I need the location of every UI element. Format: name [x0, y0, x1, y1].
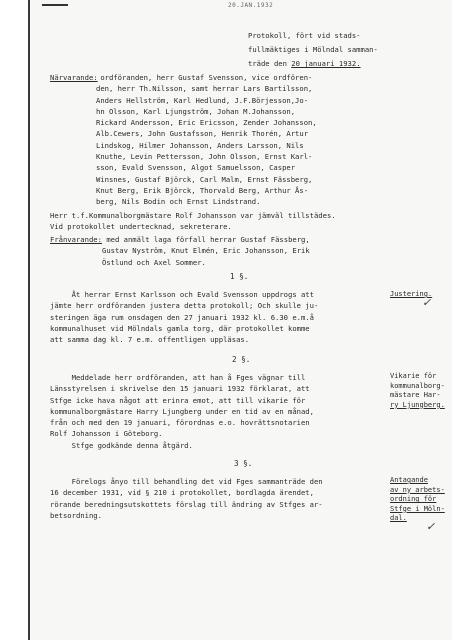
section-3-line: betsordning.: [50, 510, 102, 520]
absent-line: med anmält laga förfall herrar Gustaf Fässberg,: [102, 235, 310, 244]
section-2-line: Stfge godkände denna åtgärd.: [50, 440, 193, 450]
margin-note-line: mästare Har-: [390, 391, 441, 400]
section-1-text: [50, 289, 318, 345]
present-extra-line: Herr t.f.Kommunalborgmästare Rolf Johansson var jämväl tillstädes.: [50, 211, 336, 220]
section-1-line: steringen äga rum onsdagen den 27 januari 1932 kl. 6.30 e.m.å: [50, 312, 314, 322]
check-mark-icon: ✓: [426, 520, 436, 533]
margin-note-line: Antagande: [390, 476, 428, 484]
present-line: Winsnes, Gustaf Björck, Carl Malm, Ernst Fässberg,: [96, 174, 313, 184]
absent-list: [102, 234, 310, 268]
present-line: ordföranden, herr Gustaf Svensson, vice ordfören-: [96, 73, 313, 82]
present-line: Rickard Andersson, Eric Ericsson, Zender Johansson,: [96, 118, 317, 128]
header-line-2: fullmäktiges i Mölndal samman-: [248, 45, 378, 55]
section-3-text: [50, 476, 323, 521]
section-3-line: rörande beredningsutskottets förslag till ändring av Stfges ar-: [50, 499, 323, 509]
present-line: berg, Nils Bodin och Ernst Lindstrand.: [96, 197, 261, 207]
section-1-line: att samma dag kl. 7 e.m. offentligen uppläsas.: [50, 335, 250, 345]
section-3-line: 16 december 1931, vid § 210 i protokollet, bordlagda ärendet,: [50, 488, 314, 498]
margin-note-line: kommunalborg-: [390, 381, 445, 390]
section-3-heading: 3 §.: [234, 459, 253, 468]
absent-label: Frånvarande:: [50, 235, 102, 244]
absent-line: Östlund och Axel Sommer.: [102, 257, 206, 267]
present-line: Anders Hellström, Karl Hedlund, J.F.Börjesson,Jo-: [96, 95, 309, 105]
present-list: [96, 72, 317, 208]
margin-note-line: Vikarie för: [390, 372, 437, 380]
absent-line: Gustav Nyström, Knut Elmén, Eric Johansson, Erik: [102, 246, 310, 256]
check-mark-icon: ✓: [422, 296, 432, 309]
section-1-heading: 1 §.: [230, 272, 249, 281]
present-line: Knut Berg, Erik Björck, Thorvald Berg, Arthur Ås-: [96, 185, 309, 195]
margin-note-line: ordning för: [390, 495, 437, 504]
section-1-line: Åt herrar Ernst Karlsson och Evald Svensson uppdrogs att: [50, 290, 314, 299]
header-line-1: Protokoll, fört vid stads-: [248, 31, 361, 40]
margin-note-line: ry Ljungberg.: [390, 400, 445, 409]
section-3-margin-note: [390, 476, 445, 524]
present-label: Närvarande:: [50, 73, 98, 82]
section-1-line: jämte herr ordföranden justera detta protokoll; Och skulle ju-: [50, 301, 319, 311]
header-date: 20 januari 1932.: [291, 59, 361, 69]
present-extra-line: Vid protokollet undertecknad, sekreterare.: [50, 222, 232, 232]
section-2-heading: 2 §.: [232, 355, 251, 364]
section-2-line: Stfge icke hava något att erinra emot, att till vikarie för: [50, 395, 306, 405]
section-1-margin-note: Justering.: [390, 290, 433, 298]
date-stamp: 20.JAN.1932: [228, 2, 274, 9]
document-page: [28, 0, 452, 640]
margin-note-line: Stfge i Möln-: [390, 504, 445, 513]
section-3-line: Förelogs ånyo till behandling det vid Fges sammanträde den: [50, 477, 323, 486]
section-2-line: Meddelade herr ordföranden, att han å Fges vägnar till: [50, 373, 306, 382]
present-line: Alb.Cewers, John Gustafsson, Henrik Thorén, Artur: [96, 129, 309, 139]
section-1-line: kommunalhuset vid Mölndals gamla torg, där protokollet komme: [50, 323, 310, 333]
section-2-line: Rolf Johansson i Göteborg.: [50, 429, 163, 439]
section-2-text: [50, 372, 314, 451]
section-2-margin-note: [390, 372, 445, 410]
page-mark: [42, 4, 68, 6]
margin-note-line: av ny arbets-: [390, 485, 445, 494]
present-line: sson, Evald Svensson, Algot Samuelsson, Casper: [96, 163, 296, 173]
protocol-header: [248, 29, 378, 72]
section-2-line: Länsstyrelsen i skrivelse den 15 januari 1932 förklarat, att: [50, 384, 310, 394]
present-line: den, herr Th.Nilsson, samt herrar Lars Bartilsson,: [96, 84, 313, 94]
present-extra: [50, 210, 336, 233]
header-line-3-prefix: träde den: [248, 59, 292, 69]
section-2-line: kommunalborgmästare Harry Ljungberg under en tid av en månad,: [50, 406, 314, 416]
section-2-line: från och med den 19 januari, förordnas e.o. hovrättsnotarien: [50, 418, 310, 428]
present-line: Lindskog, Hilmer Johansson, Anders Larsson, Nils: [96, 140, 304, 150]
present-line: hn Olsson, Karl Ljungström, Johan M.Johansson,: [96, 106, 296, 116]
margin-note-line: dal.: [390, 514, 407, 523]
present-line: Knuthe, Levin Pettersson, John Olsson, Ernst Karl-: [96, 152, 313, 162]
